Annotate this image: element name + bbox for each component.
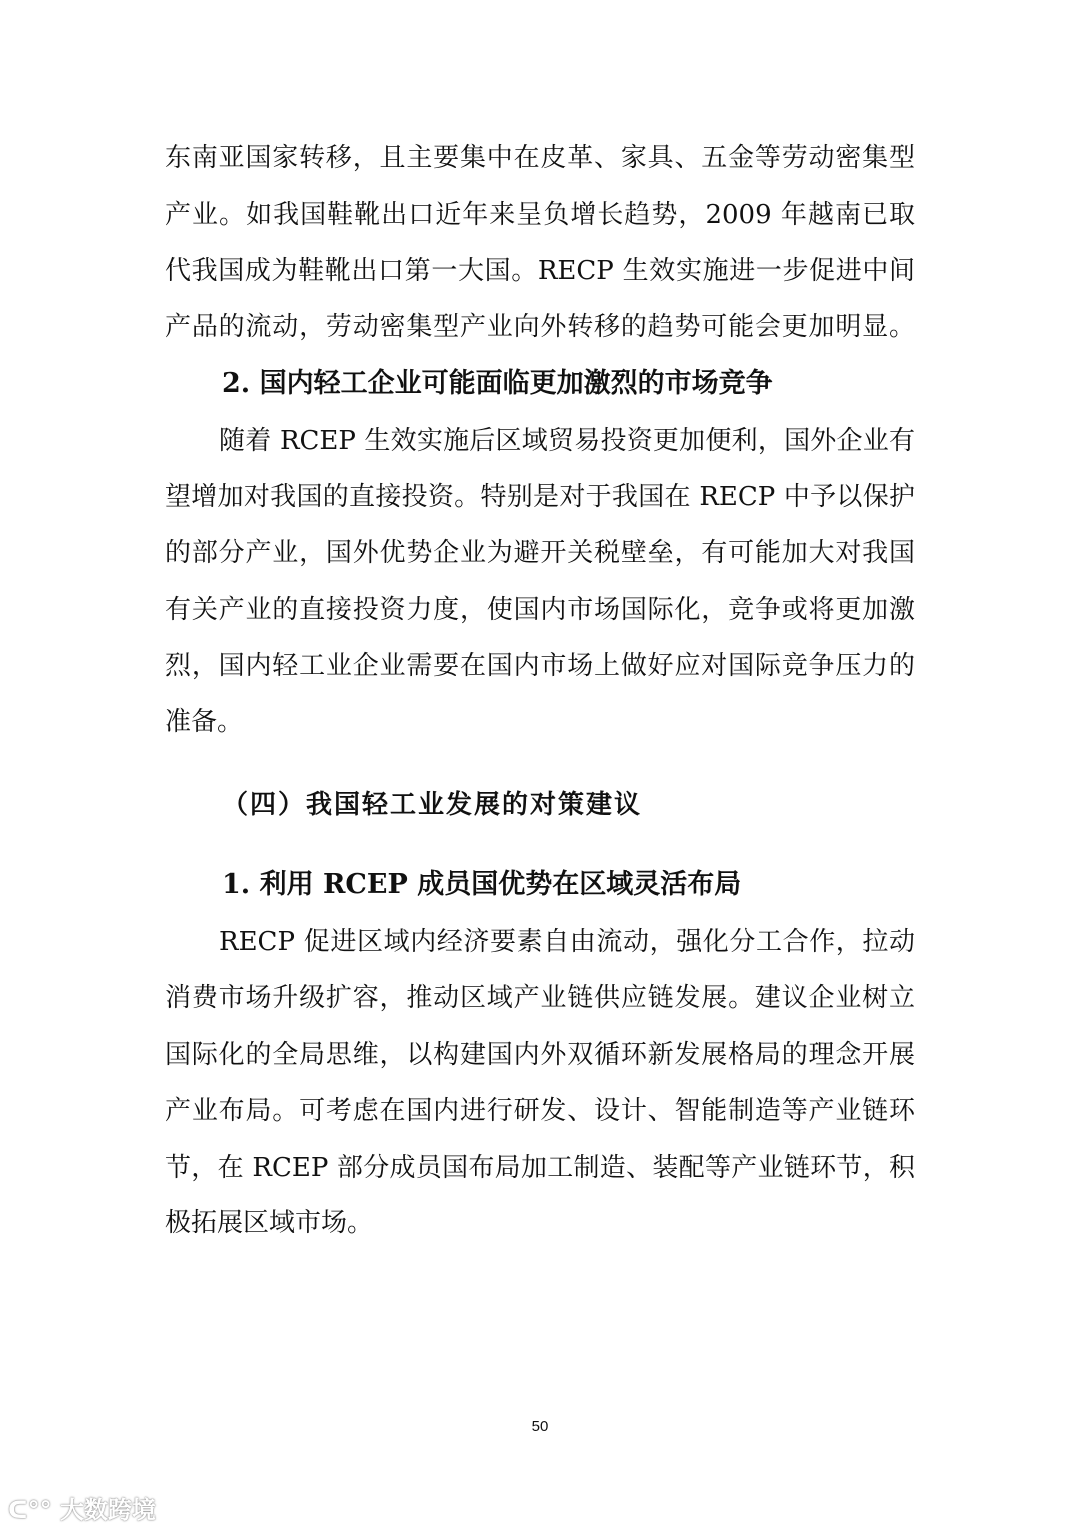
- subsection-heading: 1. 利用 RCEP 成员国优势在区域灵活布局: [222, 869, 742, 900]
- paragraph-line: 准备。: [165, 707, 244, 737]
- paragraph-line: 产业。如我国鞋靴出口近年来呈负增长趋势，2009 年越南已取: [165, 200, 915, 230]
- subsection-heading: 2. 国内轻工企业可能面临更加激烈的市场竞争: [222, 368, 773, 399]
- paragraph-line: 的部分产业，国外优势企业为避开关税壁垒，有可能加大对我国: [165, 538, 915, 568]
- paragraph-line: 产品的流动，劳动密集型产业向外转移的趋势可能会更加明显。: [165, 312, 915, 342]
- paragraph-line: 东南亚国家转移，且主要集中在皮革、家具、五金等劳动密集型: [165, 143, 915, 173]
- paragraph-line: 产业布局。可考虑在国内进行研发、设计、智能制造等产业链环: [165, 1096, 915, 1126]
- paragraph-line: 代我国成为鞋靴出口第一大国。RECP 生效实施进一步促进中间: [165, 256, 915, 286]
- section-heading: （四）我国轻工业发展的对策建议: [222, 790, 643, 820]
- watermark-icon: ᑕ°°: [8, 1496, 52, 1524]
- paragraph-line: 有关产业的直接投资力度，使国内市场国际化，竞争或将更加激: [165, 595, 915, 625]
- paragraph-line: 消费市场升级扩容，推动区域产业链供应链发展。建议企业树立: [165, 983, 915, 1013]
- page-number: 50: [531, 1418, 549, 1435]
- paragraph-line: 望增加对我国的直接投资。特别是对于我国在 RECP 中予以保护: [165, 482, 915, 512]
- paragraph-line: RECP 促进区域内经济要素自由流动，强化分工合作，拉动: [219, 927, 915, 957]
- paragraph-line: 国际化的全局思维，以构建国内外双循环新发展格局的理念开展: [165, 1040, 915, 1070]
- paragraph-line: 极拓展区域市场。: [165, 1208, 374, 1238]
- paragraph-line: 随着 RCEP 生效实施后区域贸易投资更加便利，国外企业有: [219, 426, 915, 456]
- paragraph-line: 烈，国内轻工业企业需要在国内市场上做好应对国际竞争压力的: [165, 651, 915, 681]
- watermark-logo: [8, 1490, 156, 1525]
- paragraph-line: 节，在 RCEP 部分成员国布局加工制造、装配等产业链环节，积: [165, 1153, 915, 1183]
- watermark-text: 大数跨境: [59, 1496, 156, 1524]
